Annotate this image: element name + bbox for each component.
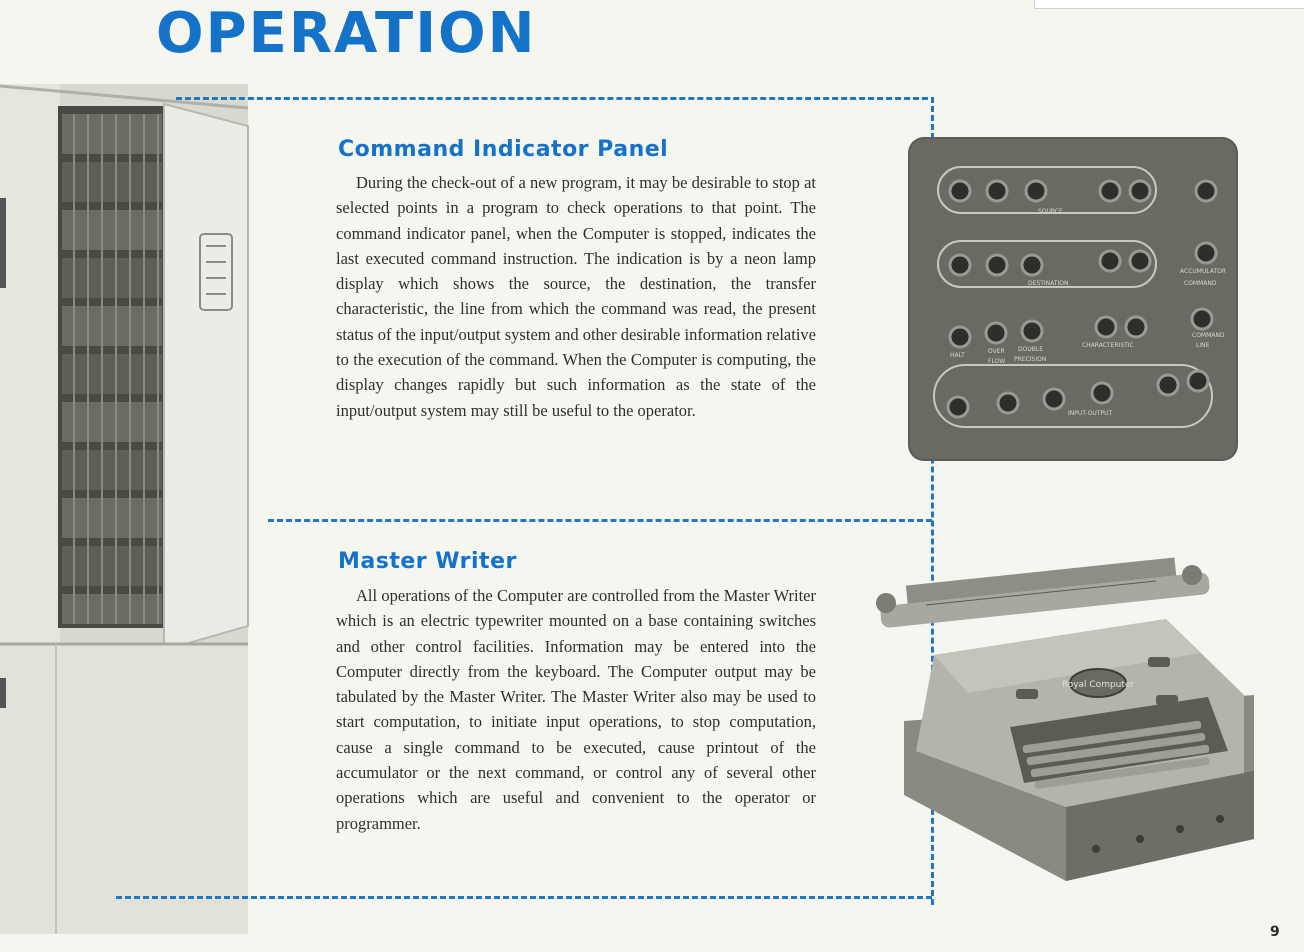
corner-box	[1034, 0, 1304, 9]
panel-label-precision: PRECISION	[1014, 356, 1047, 363]
computer-cabinet-photo	[0, 78, 252, 938]
command-indicator-panel-text: During the check-out of a new program, it may be desirable to stop at selected points in a program to check operations to that point. The command indicator panel, when the Computer is stopped, indicates the last executed command instruction. The indication is by a neon lamp display which shows the source, the destination, the transfer characteristic, the line from which the command was read, the present status of the input/output system and other desirable information relative to the execution of the command. When the Computer is computing, the display changes rapidly but such information as the state of the input/output system may still be useful to the operator.	[336, 173, 816, 420]
panel-label-accumulator: ACCUMULATOR	[1180, 268, 1227, 275]
typewriter-nameplate: Royal Computer	[1061, 680, 1135, 690]
panel-label-command: COMMAND	[1184, 280, 1217, 287]
master-writer-text: All operations of the Computer are controlled from the Master Writer which is an electric typewriter mounted on a base containing switches and other control facilities. Information may be entered into the Computer directly from the keyboard. The Computer output may be tabulated by the Master Writer. The Master Writer also may be used to start computation, to initiate input operations, to stop computation, cause a single command to be executed, cause printout of the accumulator or the next command, or control any of several other operations which are useful and convenient to the operator or programmer.	[336, 586, 816, 833]
panel-label-source: SOURCE	[1038, 208, 1063, 215]
master-writer-photo	[856, 545, 1260, 885]
panel-label-destination: DESTINATION	[1028, 280, 1069, 287]
top-divider	[176, 97, 928, 100]
panel-label-characteristic: CHARACTERISTIC	[1082, 342, 1134, 349]
panel-label-command-line: COMMAND	[1192, 332, 1225, 339]
page-number: 9	[1270, 924, 1280, 940]
circuit-rack	[62, 114, 162, 624]
middle-divider	[268, 519, 932, 522]
panel-label-over: OVER	[988, 348, 1005, 355]
panel-label-line: LINE	[1196, 342, 1210, 349]
command-indicator-panel-heading: Command Indicator Panel	[338, 137, 669, 162]
page-title: OPERATION	[156, 1, 537, 66]
panel-label-input-output: INPUT-OUTPUT	[1068, 410, 1113, 417]
command-indicator-panel-photo	[904, 133, 1242, 465]
bottom-divider	[116, 896, 932, 899]
panel-label-flow: FLOW	[988, 358, 1006, 365]
panel-label-halt: HALT	[950, 352, 965, 359]
panel-label-double: DOUBLE	[1018, 346, 1043, 353]
master-writer-heading: Master Writer	[338, 549, 517, 574]
